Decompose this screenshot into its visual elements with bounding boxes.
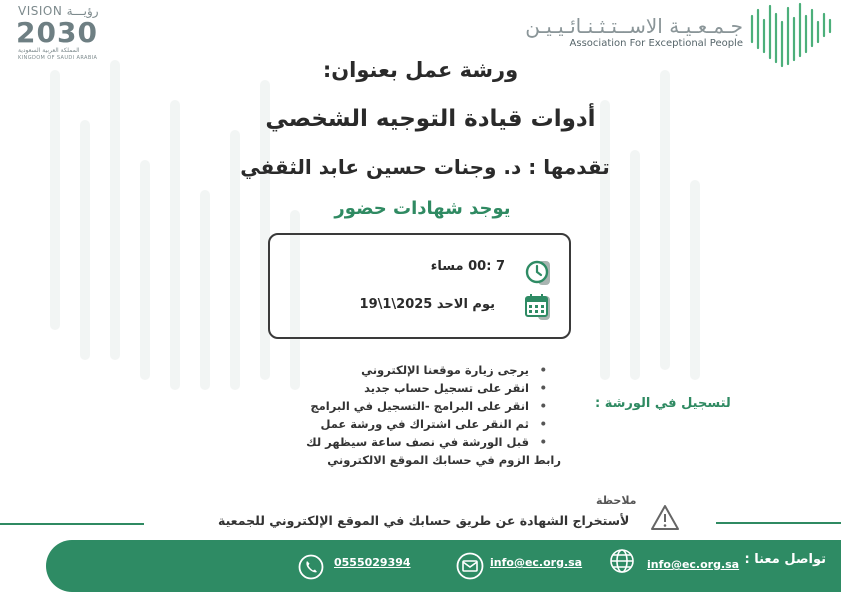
- phone-icon: [298, 554, 324, 580]
- registration-steps: [306, 361, 561, 469]
- event-date: يوم الاحد 2025\1\19: [359, 297, 495, 312]
- presenter-line: تقدمها : د. وجنات حسين عابد الثقفي: [240, 155, 610, 179]
- workshop-heading: ورشة عمل بعنوان:: [322, 58, 519, 82]
- certificates-note: يوجد شهادات حضور: [334, 198, 511, 219]
- mail-icon: [456, 552, 484, 580]
- list-item: • يرجى زيارة موقعنا الإلكتروني: [306, 361, 551, 379]
- registration-label: لتسجيل في الورشة :: [595, 396, 731, 411]
- vision-english-caption: KINGDOM OF SAUDI ARABIA: [18, 55, 98, 61]
- list-item: • قبل الورشة في نصف ساعة سيظهر لك: [306, 433, 551, 451]
- note-text: لأستخراج الشهادة عن طريق حسابك في الموقع الإلكتروني للجمعية: [218, 513, 630, 528]
- divider-line: [0, 523, 144, 525]
- contact-label: تواصل معنا :: [744, 552, 826, 567]
- warning-icon: [650, 504, 680, 531]
- phone-link[interactable]: 0555029394: [334, 556, 411, 569]
- workshop-topic: أدوات قيادة التوجيه الشخصي: [265, 106, 596, 132]
- vision-label: VISION رؤيـــة: [18, 4, 99, 18]
- divider-line: [716, 522, 841, 524]
- contact-footer: [46, 540, 841, 592]
- list-item: • انقر على تسجيل حساب جديد: [306, 379, 551, 397]
- vision-2030-logo: [16, 4, 126, 62]
- list-item: • انقر على البرامج -التسجيل في البرامج: [306, 397, 551, 415]
- vision-arabic-caption: المملكة العربية السعودية: [18, 47, 80, 54]
- association-name-arabic: جـمـعـيـة الاســتـثـنـائـيـيـن: [525, 14, 743, 38]
- event-details-box: [268, 233, 571, 339]
- note-label: ملاحظة: [596, 494, 637, 507]
- list-item: رابط الزوم في حسابك الموقع الالكتروني: [327, 453, 561, 467]
- association-name-english: Association For Exceptional People: [569, 38, 743, 49]
- event-time: 7 :00 مساء: [430, 259, 505, 274]
- list-item: • ثم النقر على اشتراك في ورشة عمل: [306, 415, 551, 433]
- clock-icon: [524, 259, 552, 287]
- calendar-icon: [524, 292, 552, 320]
- vision-number: 2030: [16, 16, 98, 49]
- globe-icon: [609, 548, 635, 574]
- website-link[interactable]: info@ec.org.sa: [647, 558, 740, 571]
- email-link[interactable]: info@ec.org.sa: [490, 556, 583, 569]
